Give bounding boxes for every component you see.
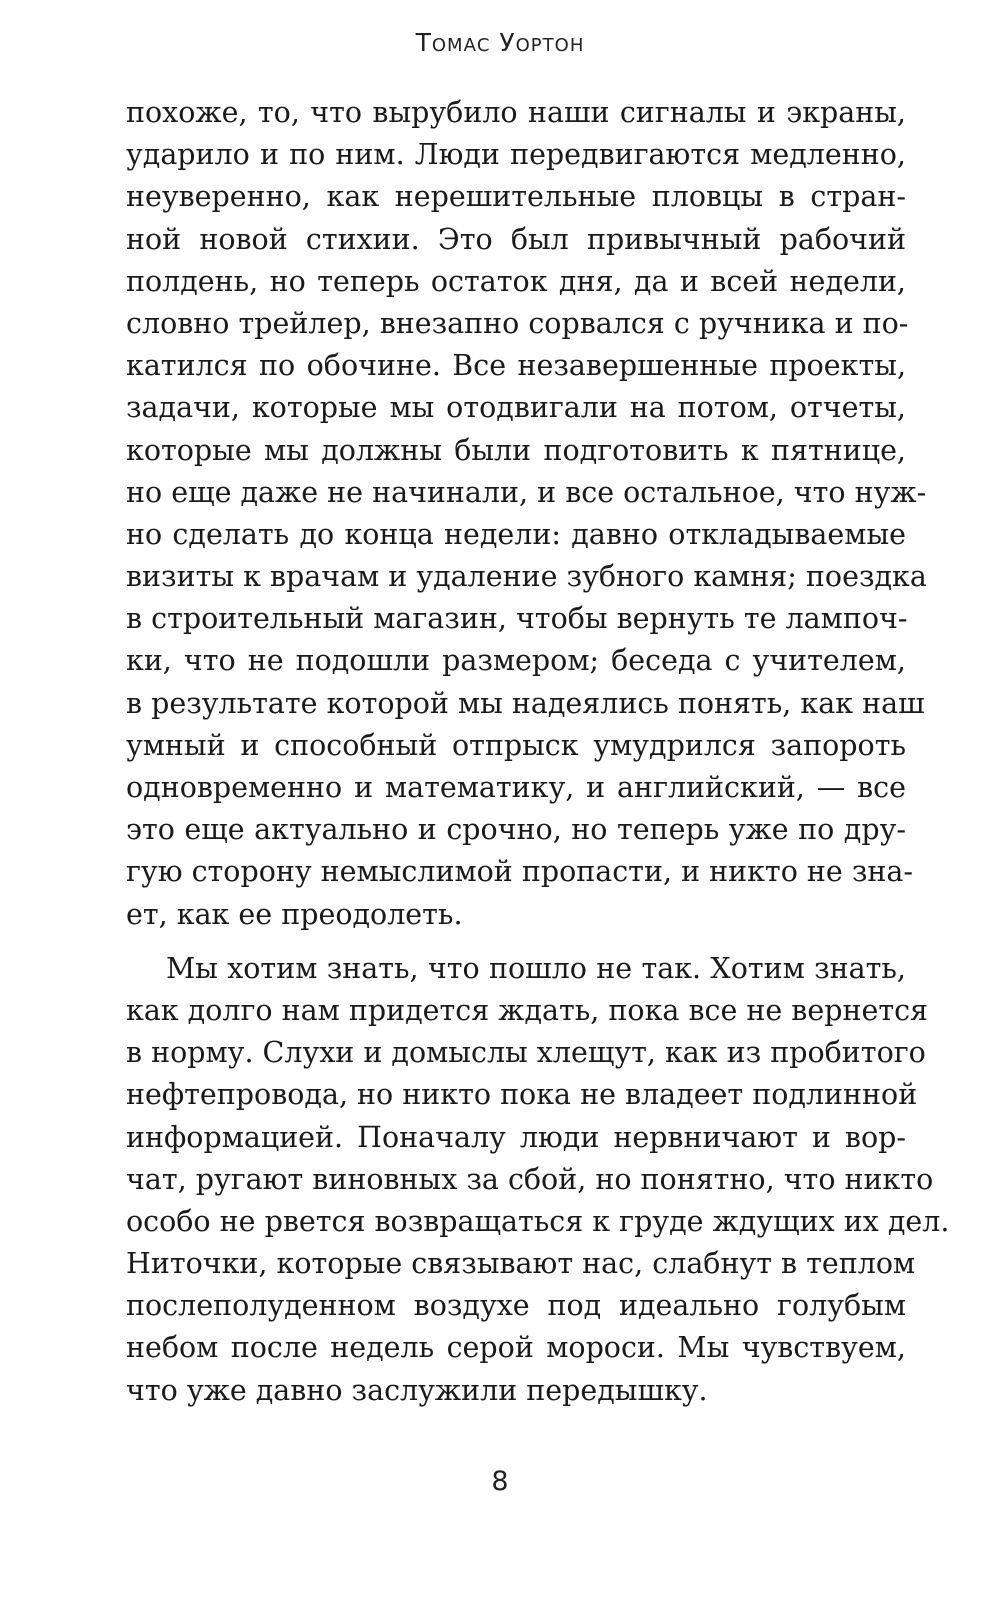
text-line: но сделать до конца недели: давно откладываемые xyxy=(126,517,906,551)
text-line: одновременно и математику, и английский, — все xyxy=(126,771,906,804)
body-text xyxy=(126,92,950,1412)
text-line: ной новой стихии. Это был привычный рабочий xyxy=(126,222,906,256)
text-line: визиты к врачам и удаление зубного камня; поездка xyxy=(126,560,927,594)
text-line: но еще даже не начинали, и все остальное, что нуж- xyxy=(126,475,927,509)
text-line: ки, что не подошли размером; беседа с учителем, xyxy=(126,644,906,678)
text-line: информацией. Поначалу люди нервничают и вор- xyxy=(126,1120,906,1154)
text-line: как долго нам придется ждать, пока все не вернется xyxy=(126,993,929,1027)
running-head-author: Томас Уортон xyxy=(415,28,585,57)
text-line: особо не рвется возвращаться к груде ждущих их дел. xyxy=(126,1204,950,1238)
text-line: Мы хотим знать, что пошло не так. Хотим знать, xyxy=(166,951,906,985)
text-line: полдень, но теперь остаток дня, да и всей недели, xyxy=(126,264,906,298)
text-line: в строительный магазин, чтобы вернуть те лампоч- xyxy=(126,602,908,636)
text-line: умный и способный отпрыск умудрился запороть xyxy=(126,728,906,762)
text-line: похоже, то, что вырубило наши сигналы и экраны, xyxy=(126,96,906,129)
page-number: 8 xyxy=(491,1466,509,1497)
text-line: ударило и по ним. Люди передвигаются медленно, xyxy=(126,138,906,172)
text-line: катился по обочине. Все незавершенные проекты, xyxy=(126,349,906,383)
text-line: чат, ругают виновных за сбой, но понятно, что никто xyxy=(126,1162,934,1196)
text-line: гую сторону немыслимой пропасти, и никто не зна- xyxy=(126,855,913,889)
text-line: которые мы должны были подготовить к пятнице, xyxy=(126,433,906,467)
text-line: нефтепровода, но никто пока не владеет подлинной xyxy=(126,1078,918,1112)
text-line: что уже давно заслужили передышку. xyxy=(126,1373,708,1407)
text-line: Ниточки, которые связывают нас, слабнут в теплом xyxy=(126,1247,916,1281)
text-line: небом после недель серой мороси. Мы чувствуем, xyxy=(126,1331,906,1365)
text-line: словно трейлер, внезапно сорвался с ручника и по- xyxy=(126,306,909,340)
text-line: в норму. Слухи и домыслы хлещут, как из пробитого xyxy=(126,1036,926,1070)
text-line: задачи, которые мы отодвигали на потом, отчеты, xyxy=(126,391,906,425)
text-line: неуверенно, как нерешительные пловцы в стран- xyxy=(126,180,906,214)
text-line: в результате которой мы надеялись понять, как наш xyxy=(126,686,925,720)
text-line: ет, как ее преодолеть. xyxy=(126,897,463,931)
text-line: послеполуденном воздухе под идеально голубым xyxy=(126,1289,906,1323)
text-line: это еще актуально и срочно, но теперь уже по дру- xyxy=(126,813,906,847)
paragraph-break xyxy=(126,936,906,948)
